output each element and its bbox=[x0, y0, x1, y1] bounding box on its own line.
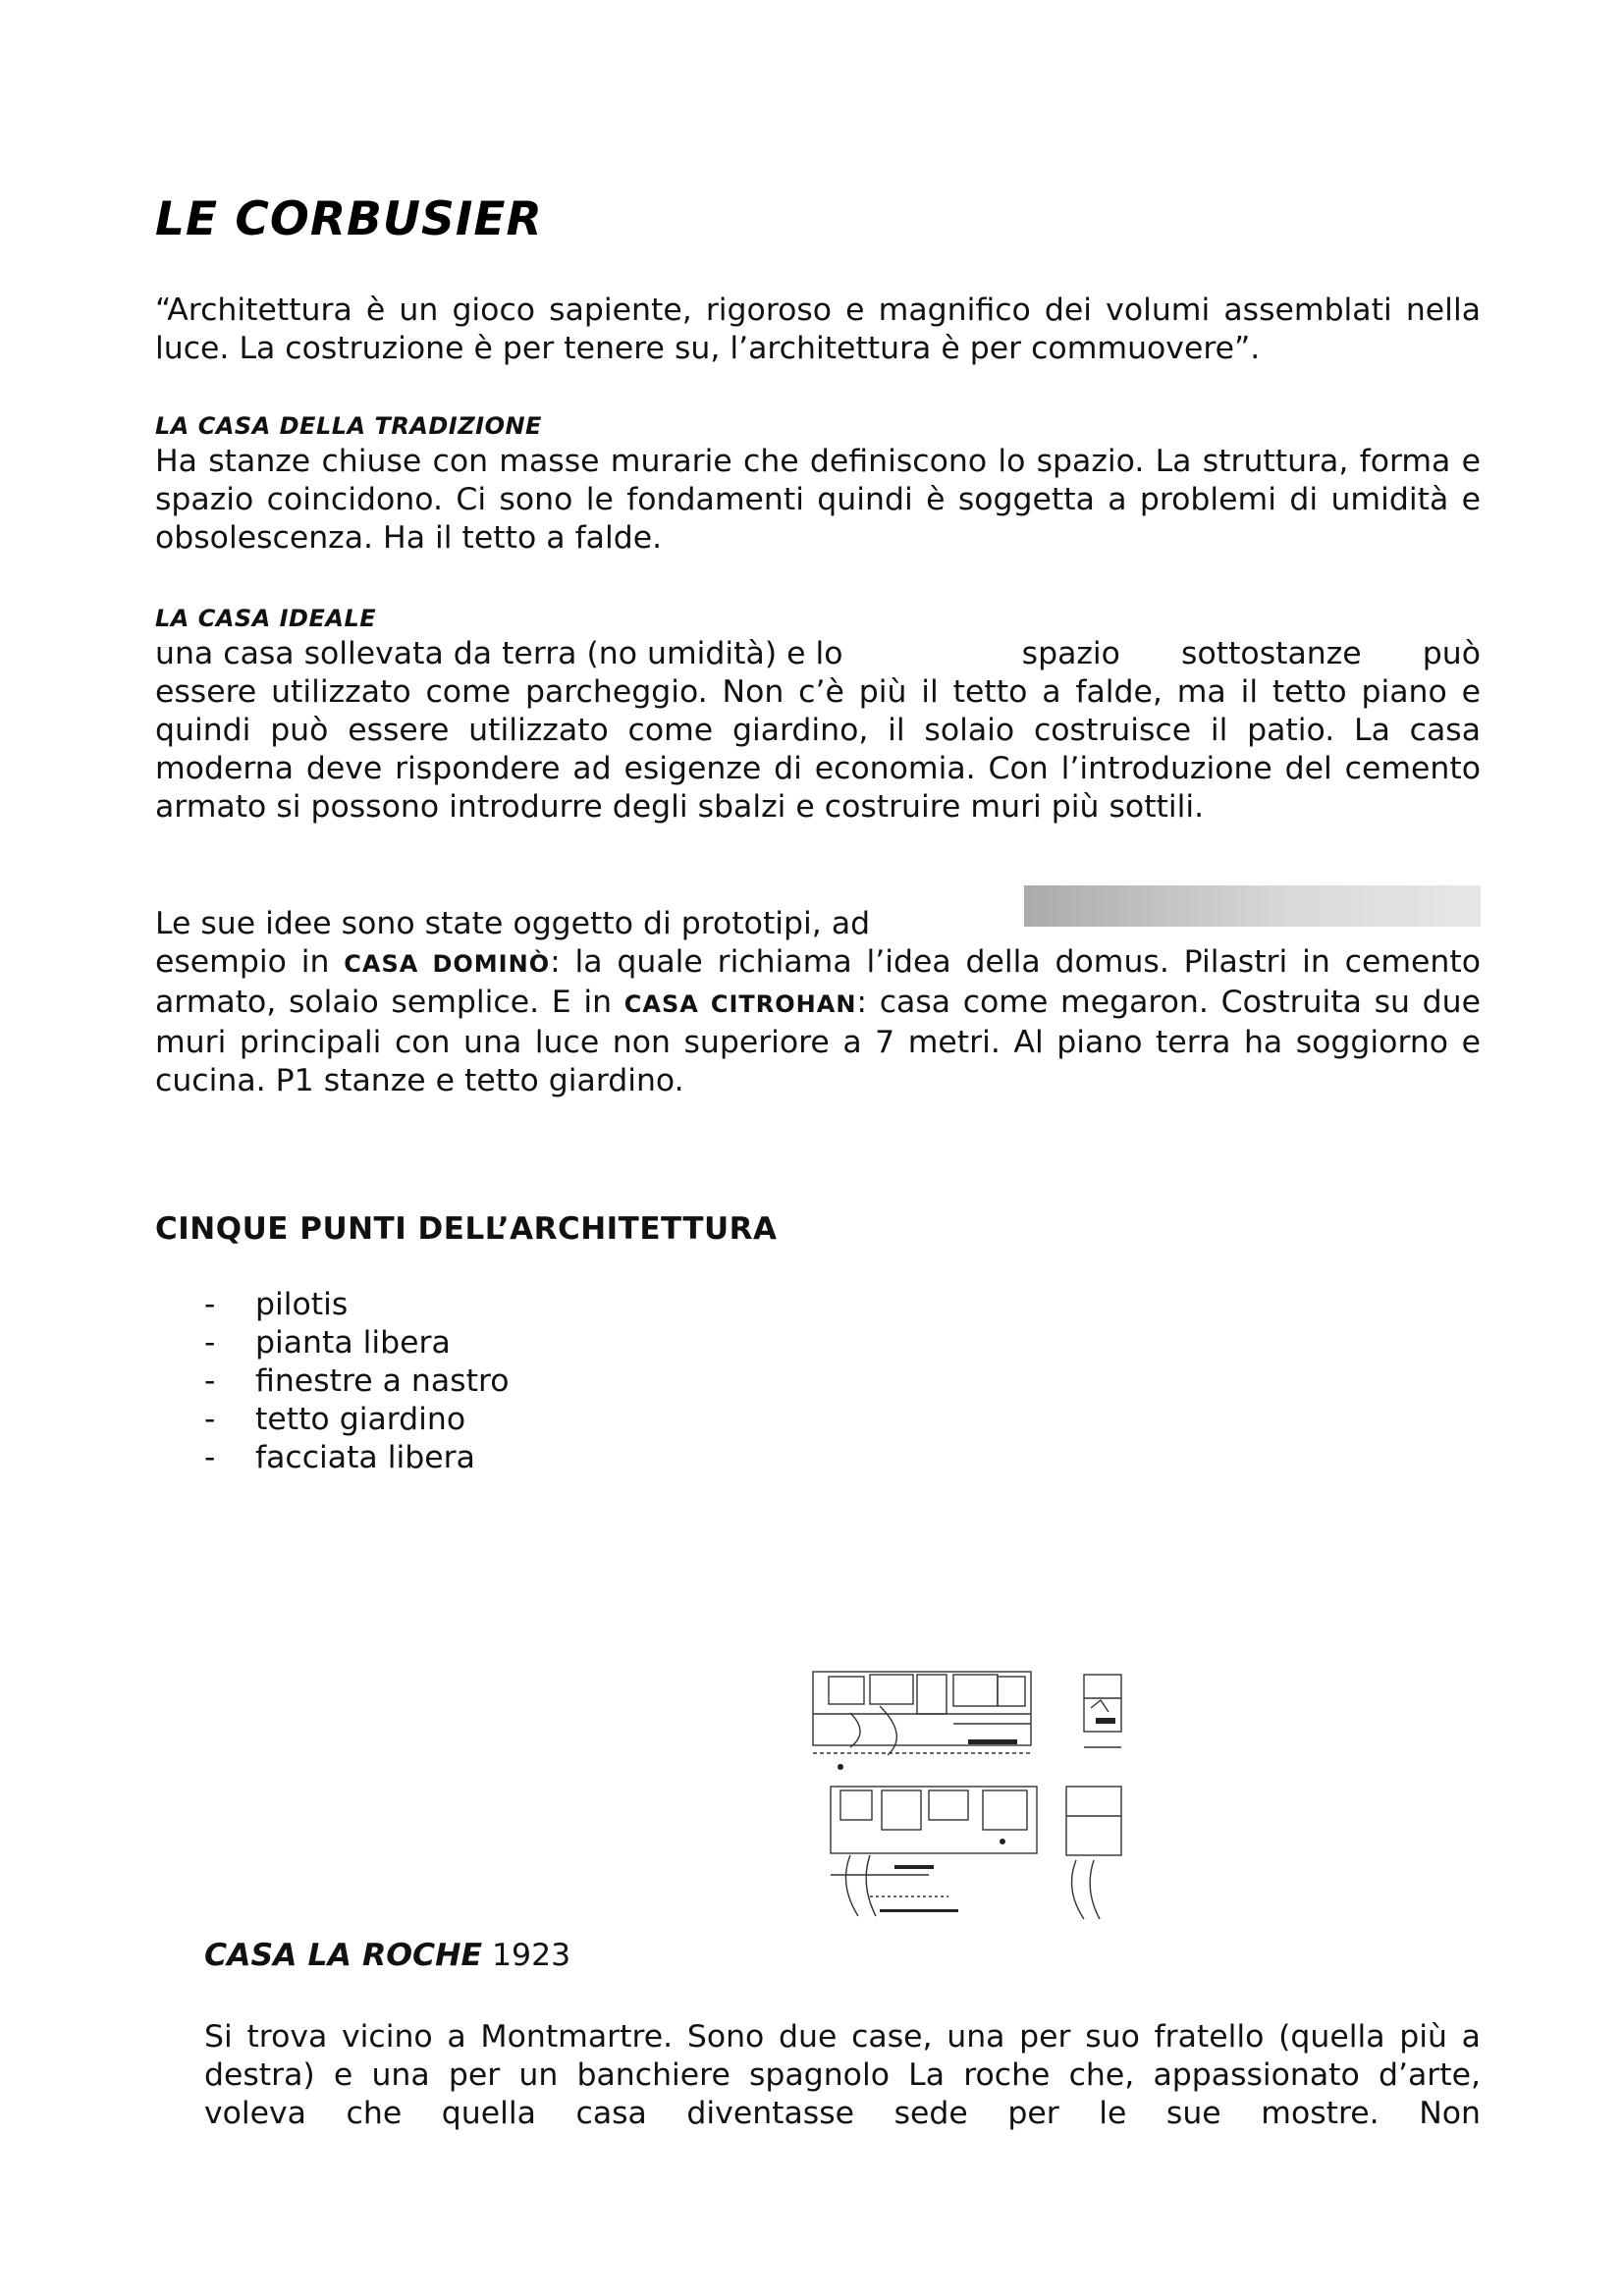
floor-plans-image bbox=[811, 1669, 1123, 1922]
tradizione-paragraph: Ha stanze chiuse con masse murarie che definiscono lo spazio. La struttura, forma e spazio coincidono. Ci sono le fondamenti quindi è soggetta a problemi di umidità e obsolescenza. Ha il tetto a falde. bbox=[155, 444, 1481, 556]
ideale-line1-c: sottostanze bbox=[1181, 636, 1362, 671]
ideale-first-line bbox=[155, 635, 1481, 673]
prototipi-paragraph bbox=[155, 943, 1481, 1100]
page-title: LE CORBUSIER bbox=[155, 192, 543, 246]
la-roche-title bbox=[204, 1938, 570, 1973]
quote-paragraph: “Architettura è un gioco sapiente, rigoroso e magnifico dei volumi assemblati nella luce. La costruzione è per tenere su, l’architettura è per commuovere”. bbox=[155, 293, 1481, 366]
prototipi-post-domino: : la quale richiama l’idea della domus. Pilastri in cemento armato, solaio semplice. E in bbox=[155, 944, 1481, 1020]
la-roche-year: 1923 bbox=[492, 1938, 571, 1973]
prototipi-pre-domino: esempio in bbox=[155, 944, 330, 980]
ideale-rest: essere utilizzato come parcheggio. Non c’è più il tetto a falde, ma il tetto piano e quindi può essere utilizzato come giardino, il solaio costruisce il patio. La casa moderna deve rispondere ad esigenze di economia. Con l’introduzione del cemento armato si possono introdurre degli sbalzi e costruire muri più sottili. bbox=[155, 674, 1481, 825]
ideale-heading: LA CASA IDEALE bbox=[155, 605, 377, 632]
tradizione-heading: LA CASA DELLA TRADIZIONE bbox=[155, 412, 542, 440]
cinque-punti-heading: CINQUE PUNTI DELL’ARCHITETTURA bbox=[155, 1211, 778, 1247]
list-item: - pianta libera bbox=[204, 1324, 509, 1362]
list-item: - finestre a nastro bbox=[204, 1362, 509, 1401]
list-item: - pilotis bbox=[204, 1286, 509, 1324]
image-placeholder-bar bbox=[1024, 885, 1481, 927]
ideale-line1-d: può bbox=[1422, 636, 1481, 671]
prototipi-post-citrohan: : casa come megaron. Costruita su due muri principali con una luce non superiore a 7 metri. Al piano terra ha soggiorno e cucina. P1 stanze e tetto giardino. bbox=[155, 985, 1482, 1098]
list-item: - facciata libera bbox=[204, 1439, 509, 1477]
ideale-line1-b: spazio bbox=[1021, 636, 1120, 671]
la-roche-name: CASA LA ROCHE bbox=[204, 1938, 482, 1973]
list-item: - tetto giardino bbox=[204, 1401, 509, 1439]
la-roche-paragraph: Si trova vicino a Montmartre. Sono due case, una per suo fratello (quella più a destra) e una per un banchiere spagnolo La roche che, appassionato d’arte, voleva che quella casa diventasse sede per le sue mostre. Non bbox=[204, 2019, 1481, 2131]
casa-domino-label: CASA DOMINÒ bbox=[344, 950, 551, 978]
ideale-paragraph bbox=[155, 635, 1481, 827]
cinque-punti-list bbox=[204, 1286, 509, 1477]
ideale-line1-a: una casa sollevata da terra (no umidità) e lo bbox=[155, 636, 843, 671]
prototipi-line1: Le sue idee sono state oggetto di prototipi, ad bbox=[155, 906, 871, 941]
casa-citrohan-label: CASA CITROHAN bbox=[623, 990, 857, 1018]
